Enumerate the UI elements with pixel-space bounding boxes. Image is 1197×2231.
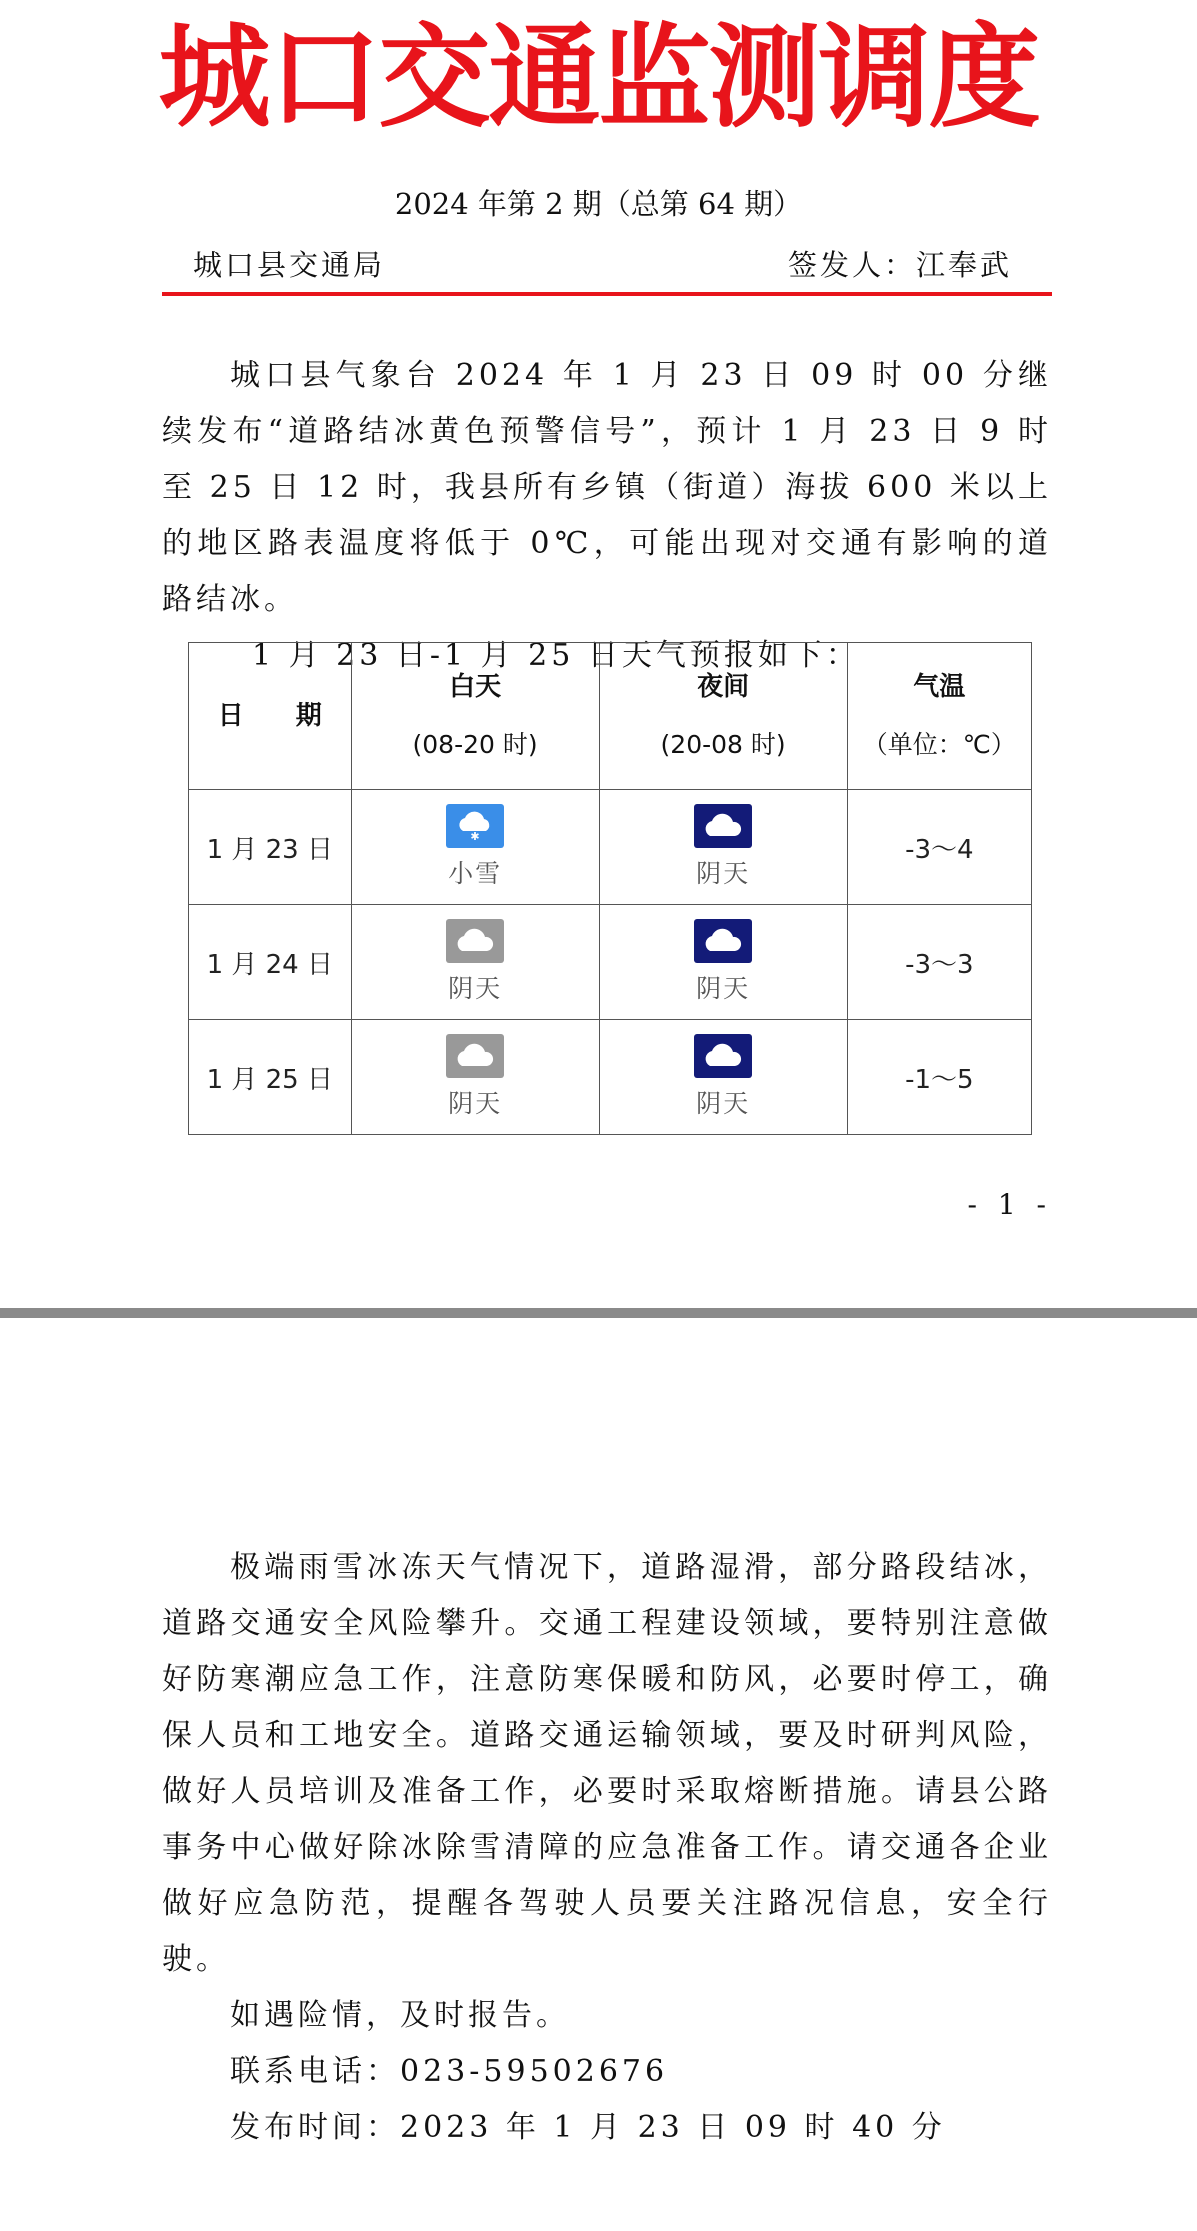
header-temp-sub: （单位：℃） xyxy=(862,730,1016,759)
overcast-day-icon xyxy=(446,919,504,963)
day-weather-label: 小雪 xyxy=(448,859,503,888)
header-night xyxy=(599,643,847,790)
table-row xyxy=(189,905,1032,1020)
night-weather-label: 阴天 xyxy=(696,974,751,1003)
document-page-2 xyxy=(0,1318,1197,2231)
table-header-row xyxy=(189,643,1032,790)
table-row xyxy=(189,790,1032,905)
row-night-weather xyxy=(599,1020,847,1135)
row-temp: -3～4 xyxy=(847,790,1031,905)
svg-text:✱: ✱ xyxy=(470,830,480,843)
overcast-night-icon xyxy=(694,919,752,963)
forecast-intro: 1 月 23 日-1 月 25 日天气预报如下： xyxy=(252,638,860,673)
page2-section xyxy=(162,1540,1052,2156)
header-date: 日 期 xyxy=(189,643,352,790)
contact-line: 联系电话：023-59502676 xyxy=(230,2054,669,2089)
masthead-title: 城口交通监测调度 xyxy=(158,13,1039,143)
header-day-label: 白天 xyxy=(449,672,502,702)
overcast-night-icon xyxy=(694,1034,752,1078)
table-row xyxy=(189,1020,1032,1135)
header-night-label: 夜间 xyxy=(697,672,750,702)
day-weather-label: 阴天 xyxy=(448,1089,503,1118)
row-day-weather xyxy=(351,790,599,905)
header-day xyxy=(351,643,599,790)
row-day-weather xyxy=(351,1020,599,1135)
intro-paragraph: 城口县气象台 2024 年 1 月 23 日 09 时 00 分继续发布“道路结冰黄色预警信号”，预计 1 月 23 日 9 时至 25 日 12 时，我县所有乡镇（街道）海拔 600 米以上的地区路表温度将低于 0℃，可能出现对交通有影响的道路结冰。 xyxy=(162,358,1052,617)
header-temp-label: 气温 xyxy=(913,672,966,702)
signer: 签发人：江奉武 xyxy=(787,248,1012,282)
overcast-day-icon xyxy=(446,1034,504,1078)
header-day-sub: (08-20 时) xyxy=(412,730,538,759)
intro-section xyxy=(162,348,1052,684)
issue-number: 2024 年第 2 期（总第 64 期） xyxy=(394,187,803,221)
header-temp xyxy=(847,643,1031,790)
row-day-weather xyxy=(351,905,599,1020)
overcast-night-icon xyxy=(694,804,752,848)
row-temp: -1～5 xyxy=(847,1020,1031,1135)
row-night-weather xyxy=(599,905,847,1020)
red-divider-line xyxy=(162,292,1052,296)
light-snow-icon xyxy=(446,804,504,848)
header-night-sub: (20-08 时) xyxy=(660,730,786,759)
row-night-weather xyxy=(599,790,847,905)
safety-paragraph: 极端雨雪冰冻天气情况下，道路湿滑，部分路段结冰，道路交通安全风险攀升。交通工程建设领域，要特别注意做好防寒潮应急工作，注意防寒保暖和防风，必要时停工，确保人员和工地安全。道路交通运输领域，要及时研判风险，做好人员培训及准备工作，必要时采取熔断措施。请县公路事务中心做好除冰除雪清障的应急准备工作。请交通各企业做好应急防范，提醒各驾驶人员要关注路况信息，安全行驶。 xyxy=(162,1550,1052,1977)
night-weather-label: 阴天 xyxy=(696,1089,751,1118)
row-temp: -3～3 xyxy=(847,905,1031,1020)
issuer: 城口县交通局 xyxy=(193,248,386,282)
page-number: - 1 - xyxy=(967,1188,1052,1221)
row-date: 1 月 23 日 xyxy=(189,790,352,905)
weather-forecast-table xyxy=(188,642,1032,1135)
day-weather-label: 阴天 xyxy=(448,974,503,1003)
published-line: 发布时间：2023 年 1 月 23 日 09 时 40 分 xyxy=(230,2110,946,2145)
night-weather-label: 阴天 xyxy=(696,859,751,888)
row-date: 1 月 25 日 xyxy=(189,1020,352,1135)
report-line: 如遇险情，及时报告。 xyxy=(230,1998,570,2033)
row-date: 1 月 24 日 xyxy=(189,905,352,1020)
page-divider xyxy=(0,1308,1197,1318)
